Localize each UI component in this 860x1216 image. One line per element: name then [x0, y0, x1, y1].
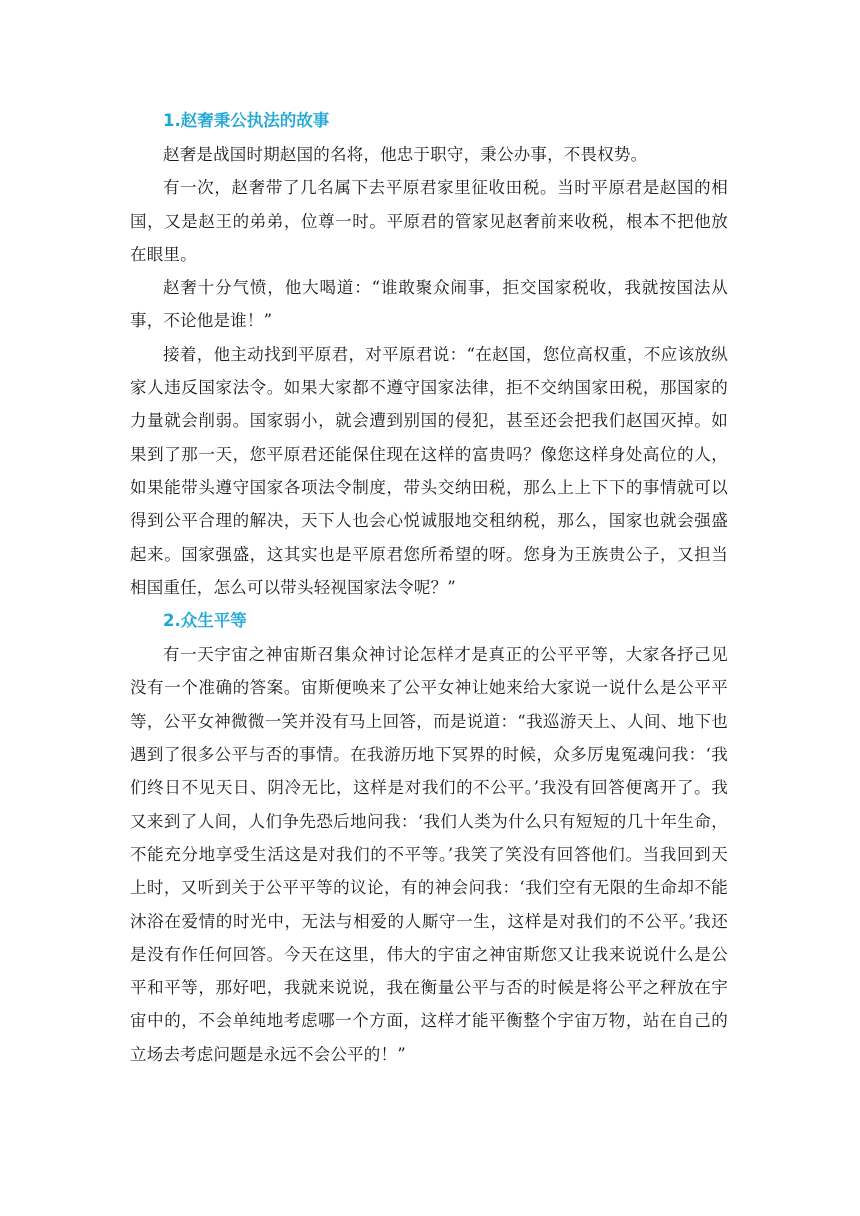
paragraph: 有一天宇宙之神宙斯召集众神讨论怎样才是真正的公平平等，大家各抒己见没有一个准确的答案。宙斯便唤来了公平女神让她来给大家说一说什么是公平平等，公平女神微微一笑并没有马上回答，而是说道：“我巡游天上、人间、地下也遇到了很多公平与否的事情。在我游历地下冥界的时候，众多厉鬼冤魂问我：‘我们终日不见天日、阴冷无比，这样是对我们的不公平。’我没有回答便离开了。我又来到了人间，人们争先恐后地问我：‘我们人类为什么只有短短的几十年生命，不能充分地享受生活这是对我们的不平等。’我笑了笑没有回答他们。当我回到天上时，又听到关于公平平等的议论，有的神会问我：‘我们空有无限的生命却不能沐浴在爱情的时光中，无法与相爱的人厮守一生，这样是对我们的不公平。’我还是没有作任何回答。今天在这里，伟大的宇宙之神宙斯您又让我来说说什么是公平和平等，那好吧，我就来说说，我在衡量公平与否的时候是将公平之秤放在宇宙中的，不会单纯地考虑哪一个方面，这样才能平衡整个宇宙万物，站在自己的立场去考虑问题是永远不会公平的！”: [130, 645, 728, 1064]
paragraph: 接着，他主动找到平原君，对平原君说：“在赵国，您位高权重，不应该放纵家人违反国家法令。如果大家都不遵守国家法律，拒不交纳国家田税，那国家的力量就会削弱。国家弱小，就会遭到别国的侵犯，甚至还会把我们赵国灭掉。如果到了那一天，您平原君还能保住现在这样的富贵吗？像您这样身处高位的人，如果能带头遵守国家各项法令制度，带头交纳田税，那么上上下下的事情就可以得到公平合理的解决，天下人也会心悦诚服地交租纳税，那么，国家也就会强盛起来。国家强盛，这其实也是平原君您所希望的呀。您身为王族贵公子，又担当相国重任，怎么可以带头轻视国家法令呢？”: [130, 344, 728, 597]
story-section-2: [130, 604, 728, 1071]
paragraph: 赵奢十分气愤，他大喝道：“谁敢聚众闹事，拒交国家税收，我就按国法从事，不论他是谁！”: [130, 278, 728, 331]
story-section-1: [130, 104, 728, 604]
document-page: [130, 104, 728, 1071]
paragraph: 有一次，赵奢带了几名属下去平原君家里征收田税。当时平原君是赵国的相国，又是赵王的弟弟，位尊一时。平原君的管家见赵奢前来收税，根本不把他放在眼里。: [130, 178, 728, 264]
section-heading-1: 1.赵奢秉公执法的故事: [163, 111, 330, 130]
section-heading-2: 2.众生平等: [163, 611, 247, 631]
paragraph: 赵奢是战国时期赵国的名将，他忠于职守，秉公办事，不畏权势。: [163, 145, 648, 164]
